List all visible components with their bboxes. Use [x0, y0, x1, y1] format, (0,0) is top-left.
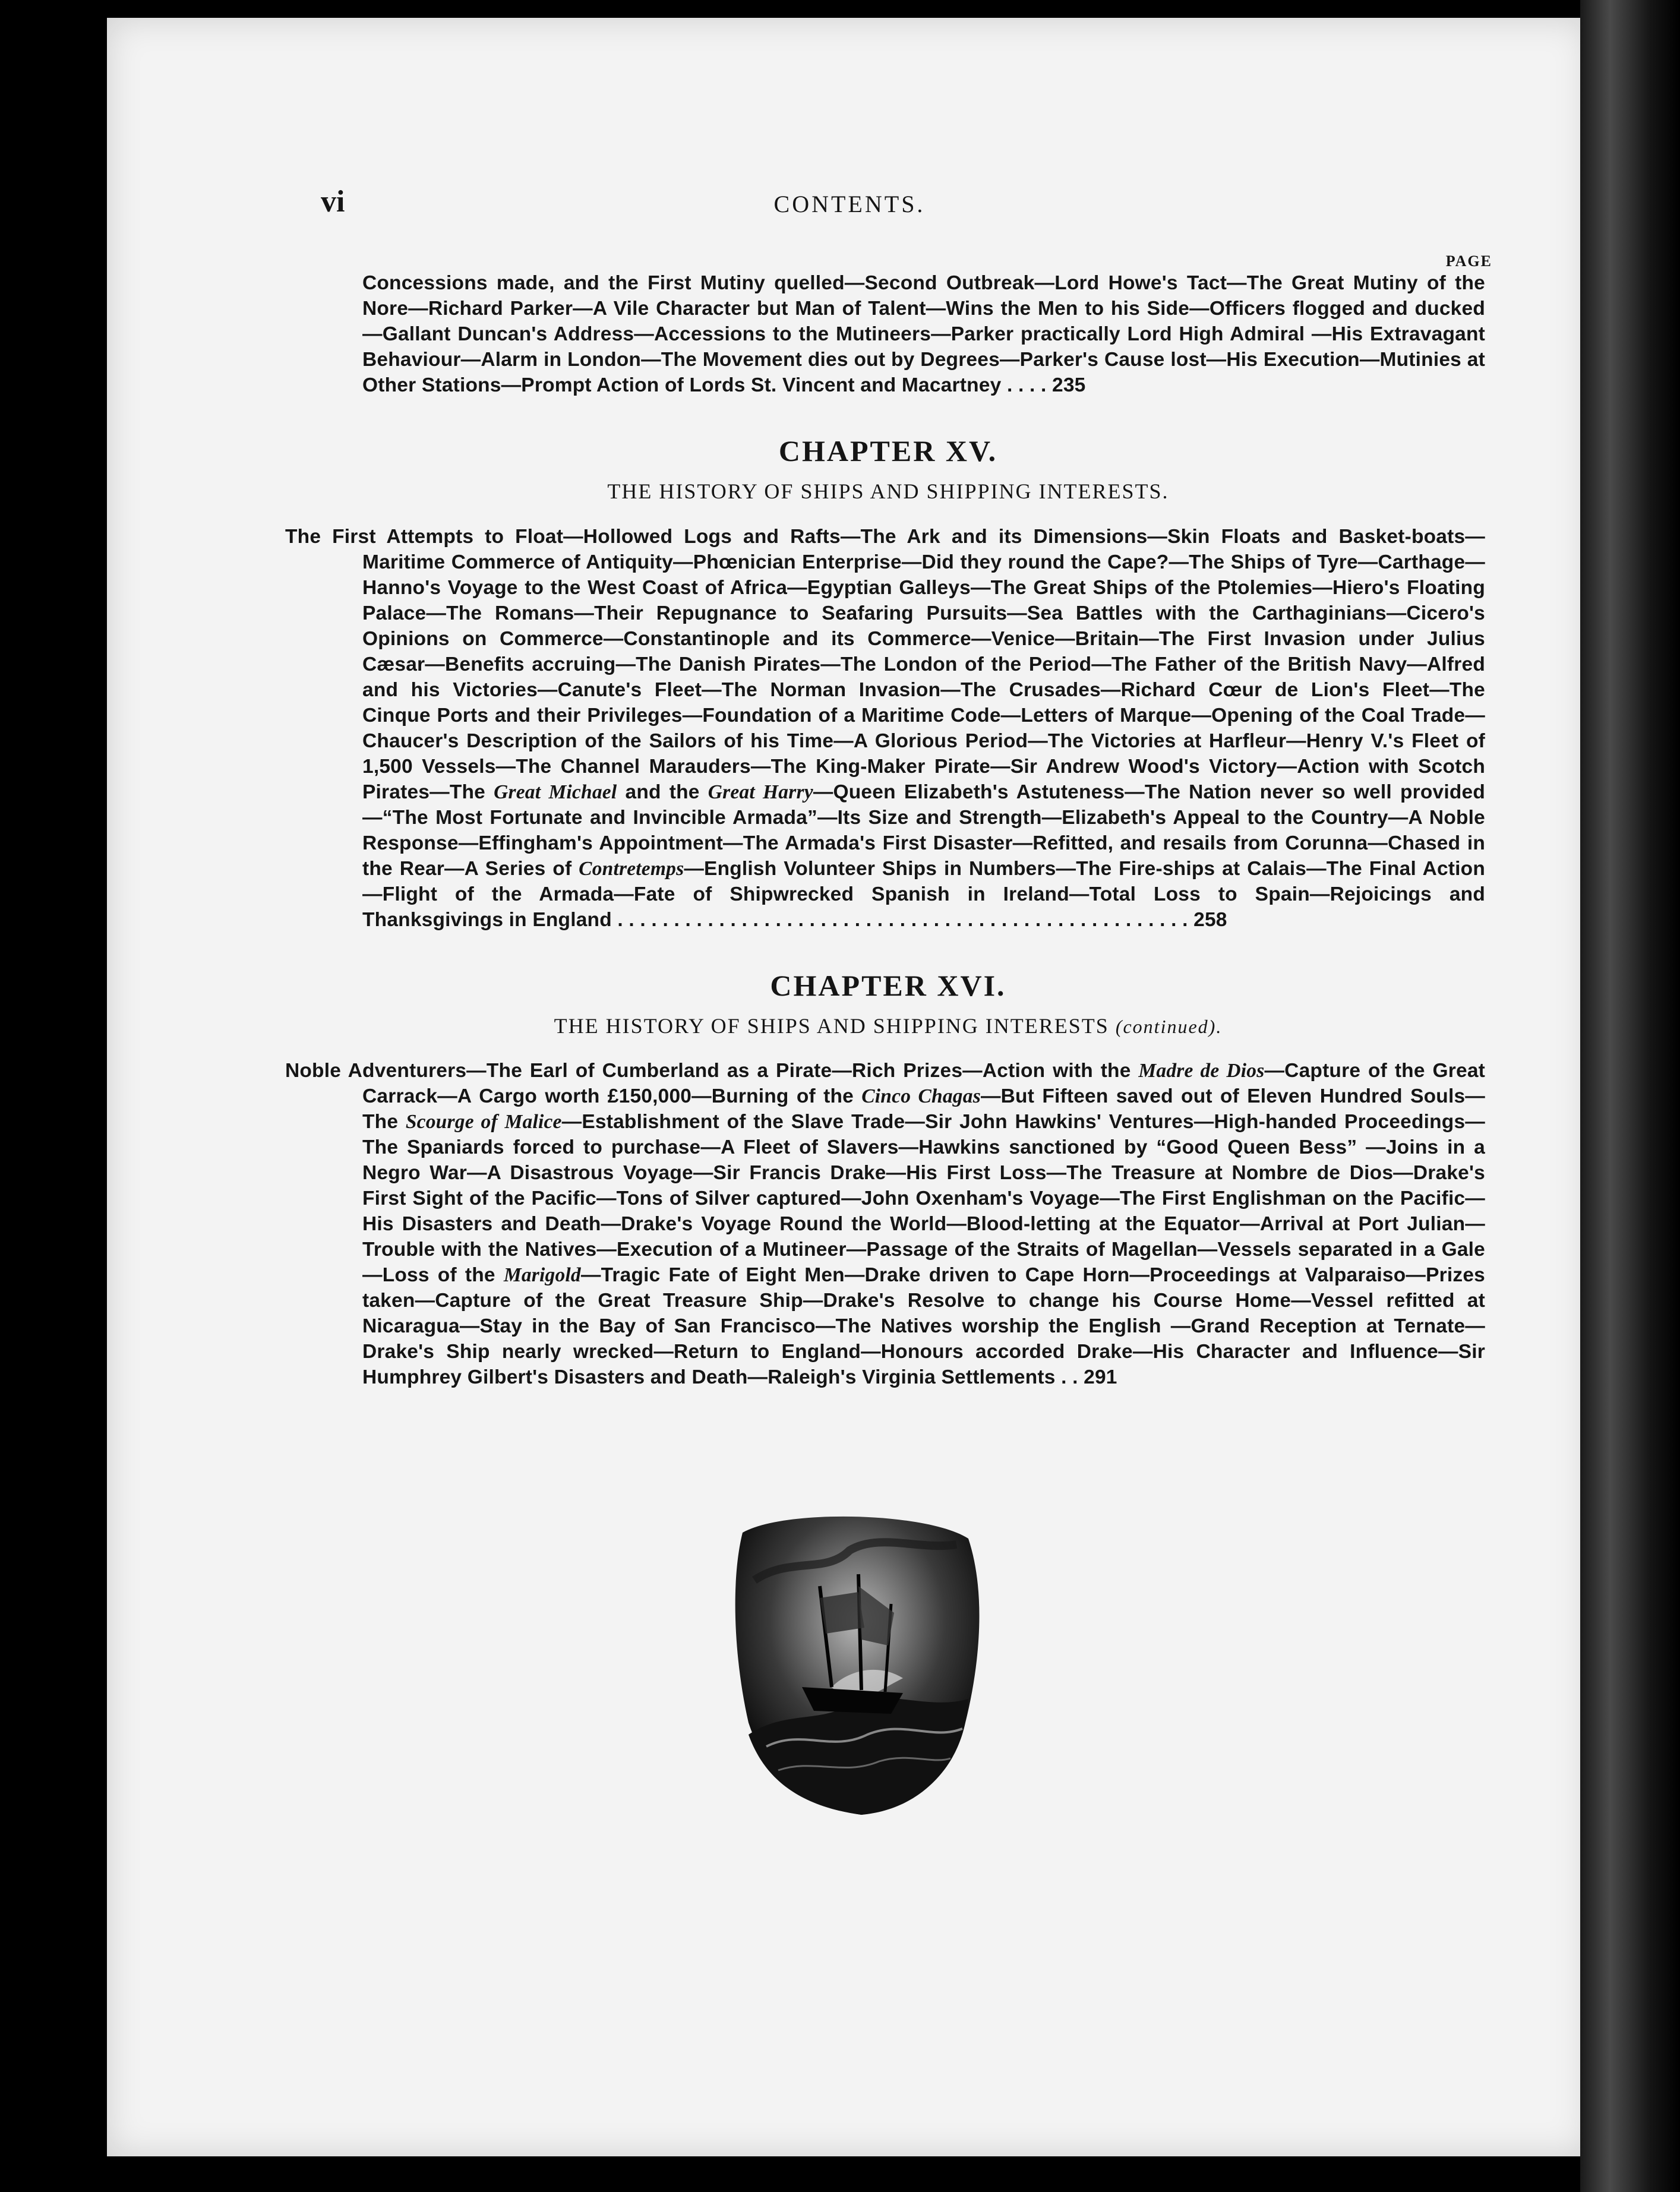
contents-entry: The First Attempts to Float—Hollowed Logs and Rafts—The Ark and its Dimensions—Skin Floats and Basket-boats—Maritime Commerce of Antiquity—Phœnician Enterprise—Did they round the Cape?—The Ships of Tyre—Carthage—Hanno's Voyage to the West Coast of Africa—Egyptian Galleys—The Great Ships of the Ptolemies—Hiero's Floating Palace—The Romans—Their Repugnance to Seafaring Pursuits—Sea Battles with the Carthaginians—Cicero's Opinions on Commerce—Constantinople and its Commerce—Venice—Britain—The First Invasion under Julius Cæsar—Benefits accruing—The Danish Pirates—The London of the Period—The Father of the British Navy—Alfred and his Victories—Canute's Fleet—The Norman Invasion—The Crusades—Richard Cœur de Lion's Fleet—The Cinque Ports and their Privileges—Foundation of a Maritime Code—Letters of Marque—Opening of the Coal Trade—Chaucer's Description of the Sailors of his Time—A Glorious Period—The Victories at Harfleur—Henry V.'s Fleet of 1,500 Vessels—The Channel Marauders—The King-Maker Pirate—Sir Andrew Wood's Victory—Action with Scotch Pirates—The Great Michael and the Great Harry—Queen Elizabeth's Astuteness—The Nation never so well provided—“The Most Fortunate and Invincible Armada”—Its Size and Strength—Elizabeth's Appeal to the Country—A Noble Response—Effingham's Appointment—The Armada's First Disaster—Refitted, and resails from Corunna—Chased in the Rear—A Series of Contretemps—English Volunteer Ships in Numbers—The Fire-ships at Calais—The Final Action—Flight of the Armada—Fate of Shipwrecked Spanish in Ireland—Total Loss to Spain—Rejoicings and Thanksgivings in England . . . . . . . . . . . . . . . . . . . . . . . . . . . . . . . . . . . . . . . . . . . . . . . . . . . 258: [285, 525, 1486, 931]
chapter-title: CHAPTER XV.: [778, 434, 998, 468]
running-head: [214, 172, 1492, 270]
chapter-subtitle: THE HISTORY OF SHIPS AND SHIPPING INTERESTS (continued).: [554, 1013, 1223, 1038]
book-spine-edge: [1580, 0, 1680, 2192]
page-number: 235: [1052, 374, 1086, 396]
page-number: 258: [1193, 908, 1227, 931]
contents-entry-continued: Concessions made, and the First Mutiny quelled—Second Outbreak—Lord Howe's Tact—The Great Mutiny of the Nore—Richard Parker—A Vile Character but Man of Talent—Wins the Men to his Side—Officers flogged and ducked—Gallant Duncan's Address—Accessions to the Mutineers—Parker practically Lord High Admiral —His Extravagant Behaviour—Alarm in London—The Movement dies out by Degrees—Parker's Cause lost—His Execution—Mutinies at Other Stations—Prompt Action of Lords St. Vincent and Macartney . . . . 235: [362, 272, 1485, 396]
chapter-title: CHAPTER XVI.: [770, 968, 1006, 1002]
ship-in-storm-vignette-icon: [731, 1509, 980, 1818]
chapter-subtitle: THE HISTORY OF SHIPS AND SHIPPING INTERESTS.: [607, 479, 1169, 503]
running-title: CONTENTS.: [773, 191, 926, 217]
page-number: 291: [1084, 1366, 1117, 1388]
folio-number: vi: [321, 185, 345, 219]
contents-entry: Noble Adventurers—The Earl of Cumberland as a Pirate—Rich Prizes—Action with the Madre de Dios—Capture of the Great Carrack—A Cargo worth £150,000—Burning of the Cinco Chagas—But Fifteen saved out of Eleven Hundred Souls—The Scourge of Malice—Establishment of the Slave Trade—Sir John Hawkins' Ventures—High-handed Proceedings—The Spaniards forced to purchase—A Fleet of Slavers—Hawkins sanctioned by “Good Queen Bess” —Joins in a Negro War—A Disastrous Voyage—Sir Francis Drake—His First Loss—The Treasure at Nombre de Dios—Drake's First Sight of the Pacific—Tons of Silver captured—John Oxenham's Voyage—The First Englishman on the Pacific—His Disasters and Death—Drake's Voyage Round the World—Blood-letting at the Equator—Arrival at Port Julian—Trouble with the Natives—Execution of a Mutineer—Passage of the Straits of Magellan—Vessels separated in a Gale—Loss of the Marigold—Tragic Fate of Eight Men—Drake driven to Cape Horn—Proceedings at Valparaiso—Prizes taken—Capture of the Great Treasure Ship—Drake's Resolve to change his Course Home—Vessel refitted at Nicaragua—Stay in the Bay of San Francisco—The Natives worship the English —Grand Reception at Ternate—Drake's Ship nearly wrecked—Return to England—Honours accorded Drake—His Character and Influence—Sir Humphrey Gilbert's Disasters and Death—Raleigh's Virginia Settlements . . 291: [285, 1060, 1486, 1388]
page-column-label: PAGE: [1445, 252, 1492, 270]
contents-page: [214, 172, 1492, 1410]
